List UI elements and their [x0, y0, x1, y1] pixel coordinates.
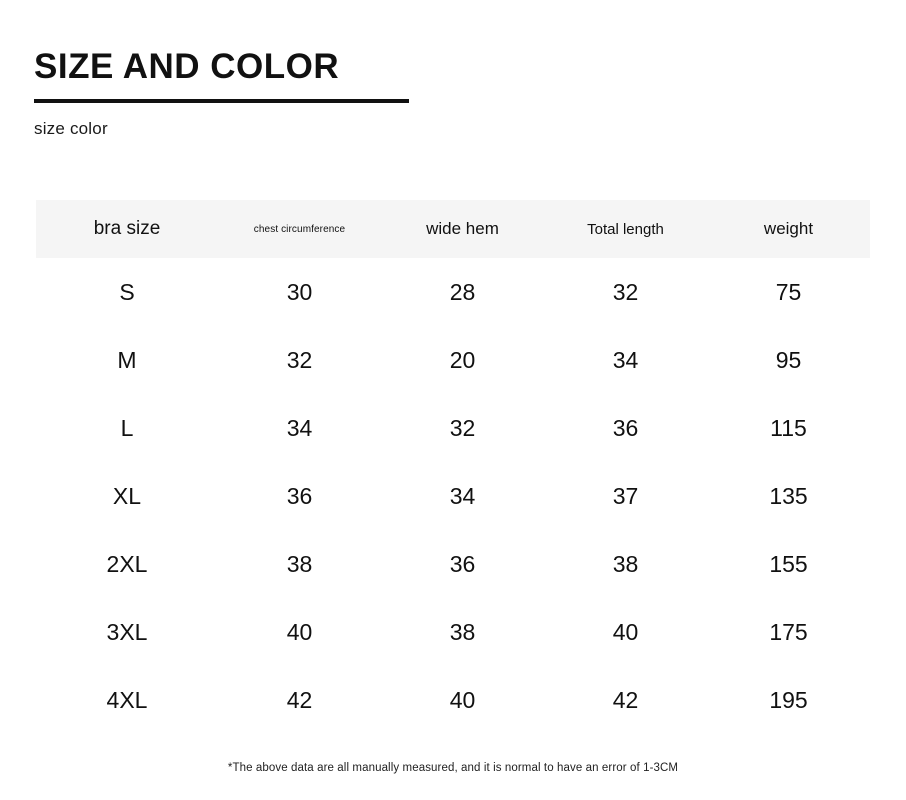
table-row: [36, 326, 870, 394]
cell-hem: 38: [449, 618, 476, 645]
page-title: SIZE AND COLOR: [34, 47, 340, 86]
cell-length: 38: [612, 550, 639, 577]
column-header-total-length: Total length: [587, 220, 664, 238]
cell-length: 42: [612, 686, 639, 713]
cell-size: XL: [112, 482, 142, 509]
table-header: [36, 200, 870, 258]
cell-hem: 28: [449, 278, 476, 305]
table-row: [36, 598, 870, 666]
cell-chest: 36: [286, 482, 313, 509]
cell-chest: 40: [286, 618, 313, 645]
size-table-container: [36, 200, 870, 734]
page-subtitle: size color: [34, 118, 108, 138]
cell-size: 4XL: [106, 686, 148, 713]
table-row: [36, 462, 870, 530]
cell-weight: 195: [769, 686, 808, 713]
column-header-chest-circumference: chest circumference: [253, 223, 346, 235]
cell-weight: 75: [775, 278, 802, 305]
cell-length: 40: [612, 618, 639, 645]
cell-length: 36: [612, 414, 639, 441]
cell-hem: 34: [449, 482, 476, 509]
cell-length: 32: [612, 278, 639, 305]
cell-length: 37: [612, 482, 639, 509]
table-body: [36, 258, 870, 734]
table-row: [36, 666, 870, 734]
cell-hem: 40: [449, 686, 476, 713]
cell-weight: 135: [769, 482, 808, 509]
size-table: [36, 200, 870, 734]
cell-size: L: [120, 414, 134, 441]
cell-weight: 175: [769, 618, 808, 645]
cell-hem: 32: [449, 414, 476, 441]
cell-hem: 20: [449, 346, 476, 373]
cell-length: 34: [612, 346, 639, 373]
cell-size: 2XL: [106, 550, 148, 577]
measurement-disclaimer: *The above data are all manually measured, and it is normal to have an error of 1-3CM: [227, 762, 679, 774]
table-row: [36, 530, 870, 598]
cell-chest: 34: [286, 414, 313, 441]
header-block: [34, 48, 494, 139]
table-row: [36, 258, 870, 326]
cell-weight: 115: [770, 414, 807, 441]
cell-chest: 30: [286, 278, 313, 305]
column-header-weight: weight: [763, 219, 814, 238]
cell-size: 3XL: [106, 618, 148, 645]
table-row: [36, 394, 870, 462]
column-header-bra-size: bra size: [93, 218, 161, 239]
cell-size: S: [119, 278, 135, 305]
cell-chest: 38: [286, 550, 313, 577]
cell-size: M: [117, 346, 137, 373]
table-header-row: [36, 200, 870, 258]
cell-weight: 155: [769, 550, 808, 577]
cell-hem: 36: [449, 550, 476, 577]
cell-chest: 42: [286, 686, 313, 713]
cell-weight: 95: [775, 346, 802, 373]
cell-chest: 32: [286, 346, 313, 373]
column-header-wide-hem: wide hem: [426, 219, 499, 238]
